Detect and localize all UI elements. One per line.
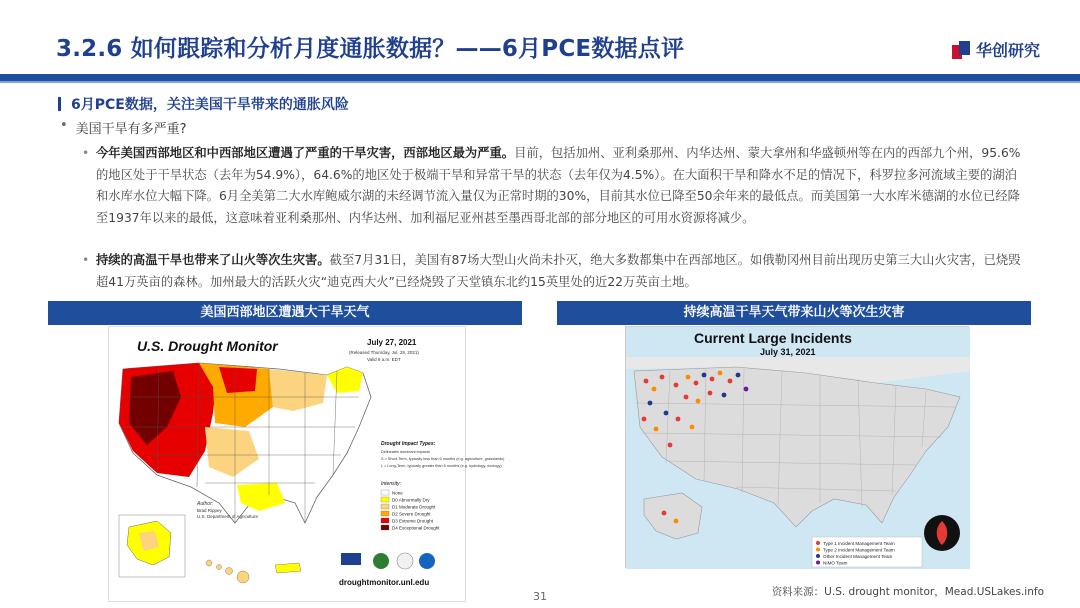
puerto-rico-inset xyxy=(275,563,301,573)
intensity-title: Intensity: xyxy=(381,481,402,487)
logo-text: 华创研究 xyxy=(975,41,1040,60)
legend-label: Type 1 Incident Management Team xyxy=(823,541,895,546)
drought-url: droughtmonitor.unl.edu xyxy=(339,578,430,587)
intensity-label: D3 Extreme Drought xyxy=(392,518,434,524)
drought-map-date: July 27, 2021 xyxy=(367,338,417,347)
intensity-label: None xyxy=(392,490,403,496)
section-bar-icon xyxy=(58,97,61,111)
bullet-icon: • xyxy=(82,253,90,267)
legend-marker xyxy=(816,541,820,545)
section-heading-text: 6月PCE数据，关注美国干旱带来的通胀风险 xyxy=(71,97,349,113)
paragraph-lead: 持续的高温干旱也带来了山火等次生灾害。 xyxy=(96,253,330,267)
impact-types-title: Drought Impact Types: xyxy=(381,441,436,447)
drought-monitor-map xyxy=(108,326,505,602)
intensity-swatch xyxy=(381,525,389,530)
commerce-logo-icon xyxy=(397,553,413,569)
intensity-label: D0 Abnormally Dry xyxy=(392,497,430,503)
incidents-title: Current Large Incidents xyxy=(694,330,852,346)
impact-item: L = Long-Term, typically greater than 6 months (e.g. hydrology, ecology) xyxy=(381,464,502,468)
author-name: Brad Rippey xyxy=(197,508,222,513)
legend-label: NIMO Team xyxy=(823,560,848,566)
intensity-swatch xyxy=(381,490,389,495)
bullet-icon: • xyxy=(60,118,68,133)
intensity-swatch xyxy=(381,518,389,523)
ndmc-logo-icon xyxy=(373,553,389,569)
usda-logo-icon xyxy=(341,553,361,565)
large-incidents-map xyxy=(625,326,969,568)
source-note: 资料来源：U.S. drought monitor，Mead.USLakes.info xyxy=(771,586,1044,598)
intensity-legend xyxy=(381,490,440,531)
noaa-logo-icon xyxy=(419,553,435,569)
paragraph-drought xyxy=(82,143,1026,229)
drought-map-graphic xyxy=(109,327,505,603)
legend-label: Other Incident Management Team xyxy=(823,554,893,559)
paragraph-body: 目前，包括加州、亚利桑那州、内华达州、蒙大拿州和华盛顿州等在内的西部九个州，95.6%的地区处于干旱状态（去年为54.9%），64.6%的地区处于极端干旱和异常干旱的状态（去年仅为4.5%）。在大面积干旱和降水不足的情况下，科罗拉多河流域主要的湖泊和水库水位大幅下降。6月全美第二大水库鲍威尔湖的未经调节流入量仅为正常时期的30%，目前其水位已降至50余年来的最低点。而美国第一大水库米德湖的水位已经降至1937年以来的最低，这意味着亚利桑那州、内华达州、加利福尼亚州甚至墨西哥北部的部分地区的可用水资源将减少。 xyxy=(96,146,1021,225)
figure-caption-left: 美国西部地区遭遇大干旱天气 xyxy=(48,301,522,325)
author-label: Author: xyxy=(197,501,214,507)
figure-caption-right: 持续高温干旱天气带来山火等次生灾害 xyxy=(557,301,1031,325)
incidents-map-graphic xyxy=(626,327,970,569)
question-text: 美国干旱有多严重? xyxy=(75,122,187,137)
legend-marker xyxy=(816,548,820,552)
paragraph-lead: 今年美国西部地区和中西部地区遭遇了严重的干旱灾害，西部地区最为严重。 xyxy=(96,146,515,160)
intensity-swatch xyxy=(381,497,389,502)
intensity-label: D1 Moderate Drought xyxy=(392,504,436,510)
impact-item: Delineates dominant impacts xyxy=(381,450,430,454)
incidents-date: July 31, 2021 xyxy=(760,347,816,357)
legend-label: Type 2 Incident Management Team xyxy=(823,547,895,553)
question-item xyxy=(60,118,187,137)
paragraph-wildfire xyxy=(82,250,1026,293)
bullet-icon: • xyxy=(82,146,90,160)
page-title: 3.2.6 如何跟踪和分析月度通胀数据？——6月PCE数据点评 xyxy=(56,36,685,62)
intensity-label: D2 Severe Drought xyxy=(392,511,431,517)
intensity-label: D4 Exceptional Drought xyxy=(392,525,440,531)
drought-map-released: (Released Thursday, Jul. 29, 2021) xyxy=(349,350,419,355)
paragraph-body: 截至7月31日，美国有87场大型山火尚未扑灭，绝大多数都集中在西部地区。如俄勒冈州目前出现历史第三大山火灾害，已烧毁超41万英亩的森林。加州最大的活跃火灾“迪克西大火”已经烧毁了天堂镇东北约15英里处的近22万英亩土地。 xyxy=(96,253,1021,289)
hawaii-inset xyxy=(206,560,249,583)
header-rule xyxy=(0,74,1080,81)
legend-marker xyxy=(816,561,820,565)
drought-map-title: U.S. Drought Monitor xyxy=(137,338,278,354)
intensity-swatch xyxy=(381,511,389,516)
drought-map-valid: Valid 8 a.m. EDT xyxy=(367,357,401,362)
author-org: U.S. Department of Agriculture xyxy=(197,514,259,519)
brand-logo xyxy=(952,38,1040,61)
agency-logos xyxy=(341,553,435,569)
section-heading xyxy=(58,94,349,114)
legend-marker xyxy=(816,554,820,558)
page-number: 31 xyxy=(533,590,547,603)
logo-mark-icon xyxy=(952,41,970,59)
intensity-swatch xyxy=(381,504,389,509)
impact-item: S = Short-Term, typically less than 6 months (e.g. agriculture, grasslands) xyxy=(381,457,505,461)
